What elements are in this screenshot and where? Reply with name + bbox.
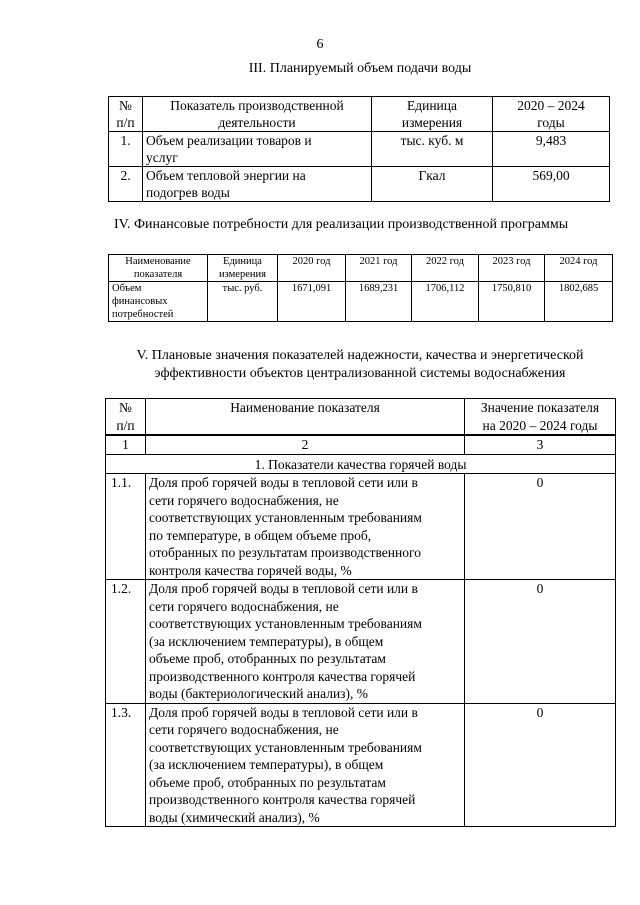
row-name-line: услуг <box>146 150 178 165</box>
header-period-line: 2020 – 2024 <box>517 98 585 113</box>
header-num-line: № <box>119 98 132 113</box>
header-name: Наименование показателя <box>146 399 465 436</box>
section-5-title-line: V. Плановые значения показателей надежности, качества и энергетической <box>136 348 584 363</box>
row-name-line: сети горячего водоснабжения, не <box>149 722 339 737</box>
group-title-row <box>106 454 616 474</box>
header-name-line: показателя <box>133 269 183 280</box>
table-header-row <box>109 255 613 282</box>
header-year: 2024 год <box>545 255 613 282</box>
row-name-line: Доля проб горячей воды в тепловой сети или в <box>149 581 418 596</box>
row-name <box>109 282 208 322</box>
row-name-line: производственного контроля качества горячей <box>149 792 416 807</box>
table-row <box>109 167 610 202</box>
row-name-line: сети горячего водоснабжения, не <box>149 492 339 508</box>
header-unit <box>208 255 278 282</box>
row-unit: тыс. куб. м <box>372 132 493 167</box>
column-number-row <box>106 435 616 454</box>
water-supply-table <box>108 96 610 202</box>
row-name-line: Объем <box>112 283 142 294</box>
row-num: 1. <box>109 132 143 167</box>
header-year: 2020 год <box>278 255 346 282</box>
header-num <box>106 399 146 436</box>
header-value-line: на 2020 – 2024 годы <box>482 417 598 433</box>
row-name-line: по температуре, в общем объеме проб, <box>149 527 372 543</box>
header-num-line: п/п <box>116 115 135 130</box>
row-name-line: Доля проб горячей воды в тепловой сети или в <box>149 475 418 490</box>
section-5-title-line: эффективности объектов централизованной системы водоснабжения <box>154 366 566 381</box>
header-num-line: № <box>119 400 132 415</box>
row-unit: Гкал <box>372 167 493 202</box>
column-number: 1 <box>106 435 146 454</box>
table-row <box>106 580 616 704</box>
row-name-line: воды (химический анализ), % <box>149 809 320 825</box>
table-header-row <box>106 399 616 436</box>
row-name <box>143 132 372 167</box>
row-name-line: производственного контроля качества горячей <box>149 668 416 684</box>
header-value-line: Значение показателя <box>480 400 600 415</box>
row-name-line: отобранных по результатам производственного <box>149 545 421 560</box>
row-value: 0 <box>465 474 616 580</box>
table-row <box>109 282 613 322</box>
row-num: 1.3. <box>106 703 146 827</box>
section-3-title: III. Планируемый объем подачи воды <box>248 61 472 76</box>
row-name-line: подогрев воды <box>146 185 230 200</box>
row-name <box>143 167 372 202</box>
row-name-line: объеме проб, отобранных по результатам <box>149 651 386 666</box>
header-indicator-line: Показатель производственной <box>170 98 344 113</box>
table-header-row <box>109 97 610 132</box>
header-year: 2022 год <box>412 255 479 282</box>
row-name-line: контроля качества горячей воды, % <box>149 562 352 578</box>
row-name-line: соответствующих установленным требованиям <box>149 739 422 755</box>
row-name-line: финансовых <box>112 296 168 307</box>
row-name <box>146 580 465 704</box>
row-num: 1.2. <box>106 580 146 704</box>
header-unit-line: измерения <box>401 115 463 130</box>
quality-indicators-table <box>105 398 616 827</box>
row-name-line: потребностей <box>112 309 174 320</box>
row-value: 0 <box>465 580 616 704</box>
header-indicator-line: деятельности <box>218 115 296 130</box>
row-name-line: соответствующих установленным требованиям <box>149 510 422 525</box>
row-name-line: Объем тепловой энергии на <box>146 168 306 183</box>
header-period-line: годы <box>537 115 565 130</box>
row-value: 1689,231 <box>346 282 412 322</box>
header-indicator <box>143 97 372 132</box>
row-name-line: сети горячего водоснабжения, не <box>149 598 339 614</box>
row-name <box>146 474 465 580</box>
header-name-line: Наименование <box>125 256 191 267</box>
section-5-title <box>60 347 640 383</box>
header-num-line: п/п <box>116 417 135 433</box>
column-number: 3 <box>465 435 616 454</box>
header-value <box>465 399 616 436</box>
section-4-title: IV. Финансовые потребности для реализации производственной программы <box>114 217 569 232</box>
header-year: 2021 год <box>346 255 412 282</box>
header-unit-line: Единица <box>406 98 457 113</box>
table-row <box>109 132 610 167</box>
row-unit: тыс. руб. <box>208 282 278 322</box>
row-num: 1.1. <box>106 474 146 580</box>
table-row <box>106 703 616 827</box>
row-name-line: Объем реализации товаров и <box>146 133 312 148</box>
header-unit-line: измерения <box>219 269 266 280</box>
row-value: 1671,091 <box>278 282 346 322</box>
row-value: 1802,685 <box>545 282 613 322</box>
financial-needs-table <box>108 254 613 322</box>
row-name-line: (за исключением температуры), в общем <box>149 633 384 649</box>
header-year: 2023 год <box>479 255 545 282</box>
table-row <box>106 474 616 580</box>
row-value: 9,483 <box>493 132 610 167</box>
row-value: 569,00 <box>493 167 610 202</box>
row-value: 1706,112 <box>412 282 479 322</box>
row-value: 1750,810 <box>479 282 545 322</box>
group-title: 1. Показатели качества горячей воды <box>106 454 616 474</box>
header-period <box>493 97 610 132</box>
row-name-line: объеме проб, отобранных по результатам <box>149 774 386 790</box>
header-unit-line: Единица <box>223 256 262 267</box>
row-name <box>146 703 465 827</box>
row-value: 0 <box>465 703 616 827</box>
column-number: 2 <box>146 435 465 454</box>
header-name <box>109 255 208 282</box>
row-num: 2. <box>109 167 143 202</box>
header-num <box>109 97 143 132</box>
header-unit <box>372 97 493 132</box>
row-name-line: воды (бактериологический анализ), % <box>149 686 368 701</box>
row-name-line: соответствующих установленным требованиям <box>149 616 422 631</box>
row-name-line: Доля проб горячей воды в тепловой сети или в <box>149 704 418 720</box>
row-name-line: (за исключением температуры), в общем <box>149 757 384 772</box>
page-number: 6 <box>316 37 324 52</box>
